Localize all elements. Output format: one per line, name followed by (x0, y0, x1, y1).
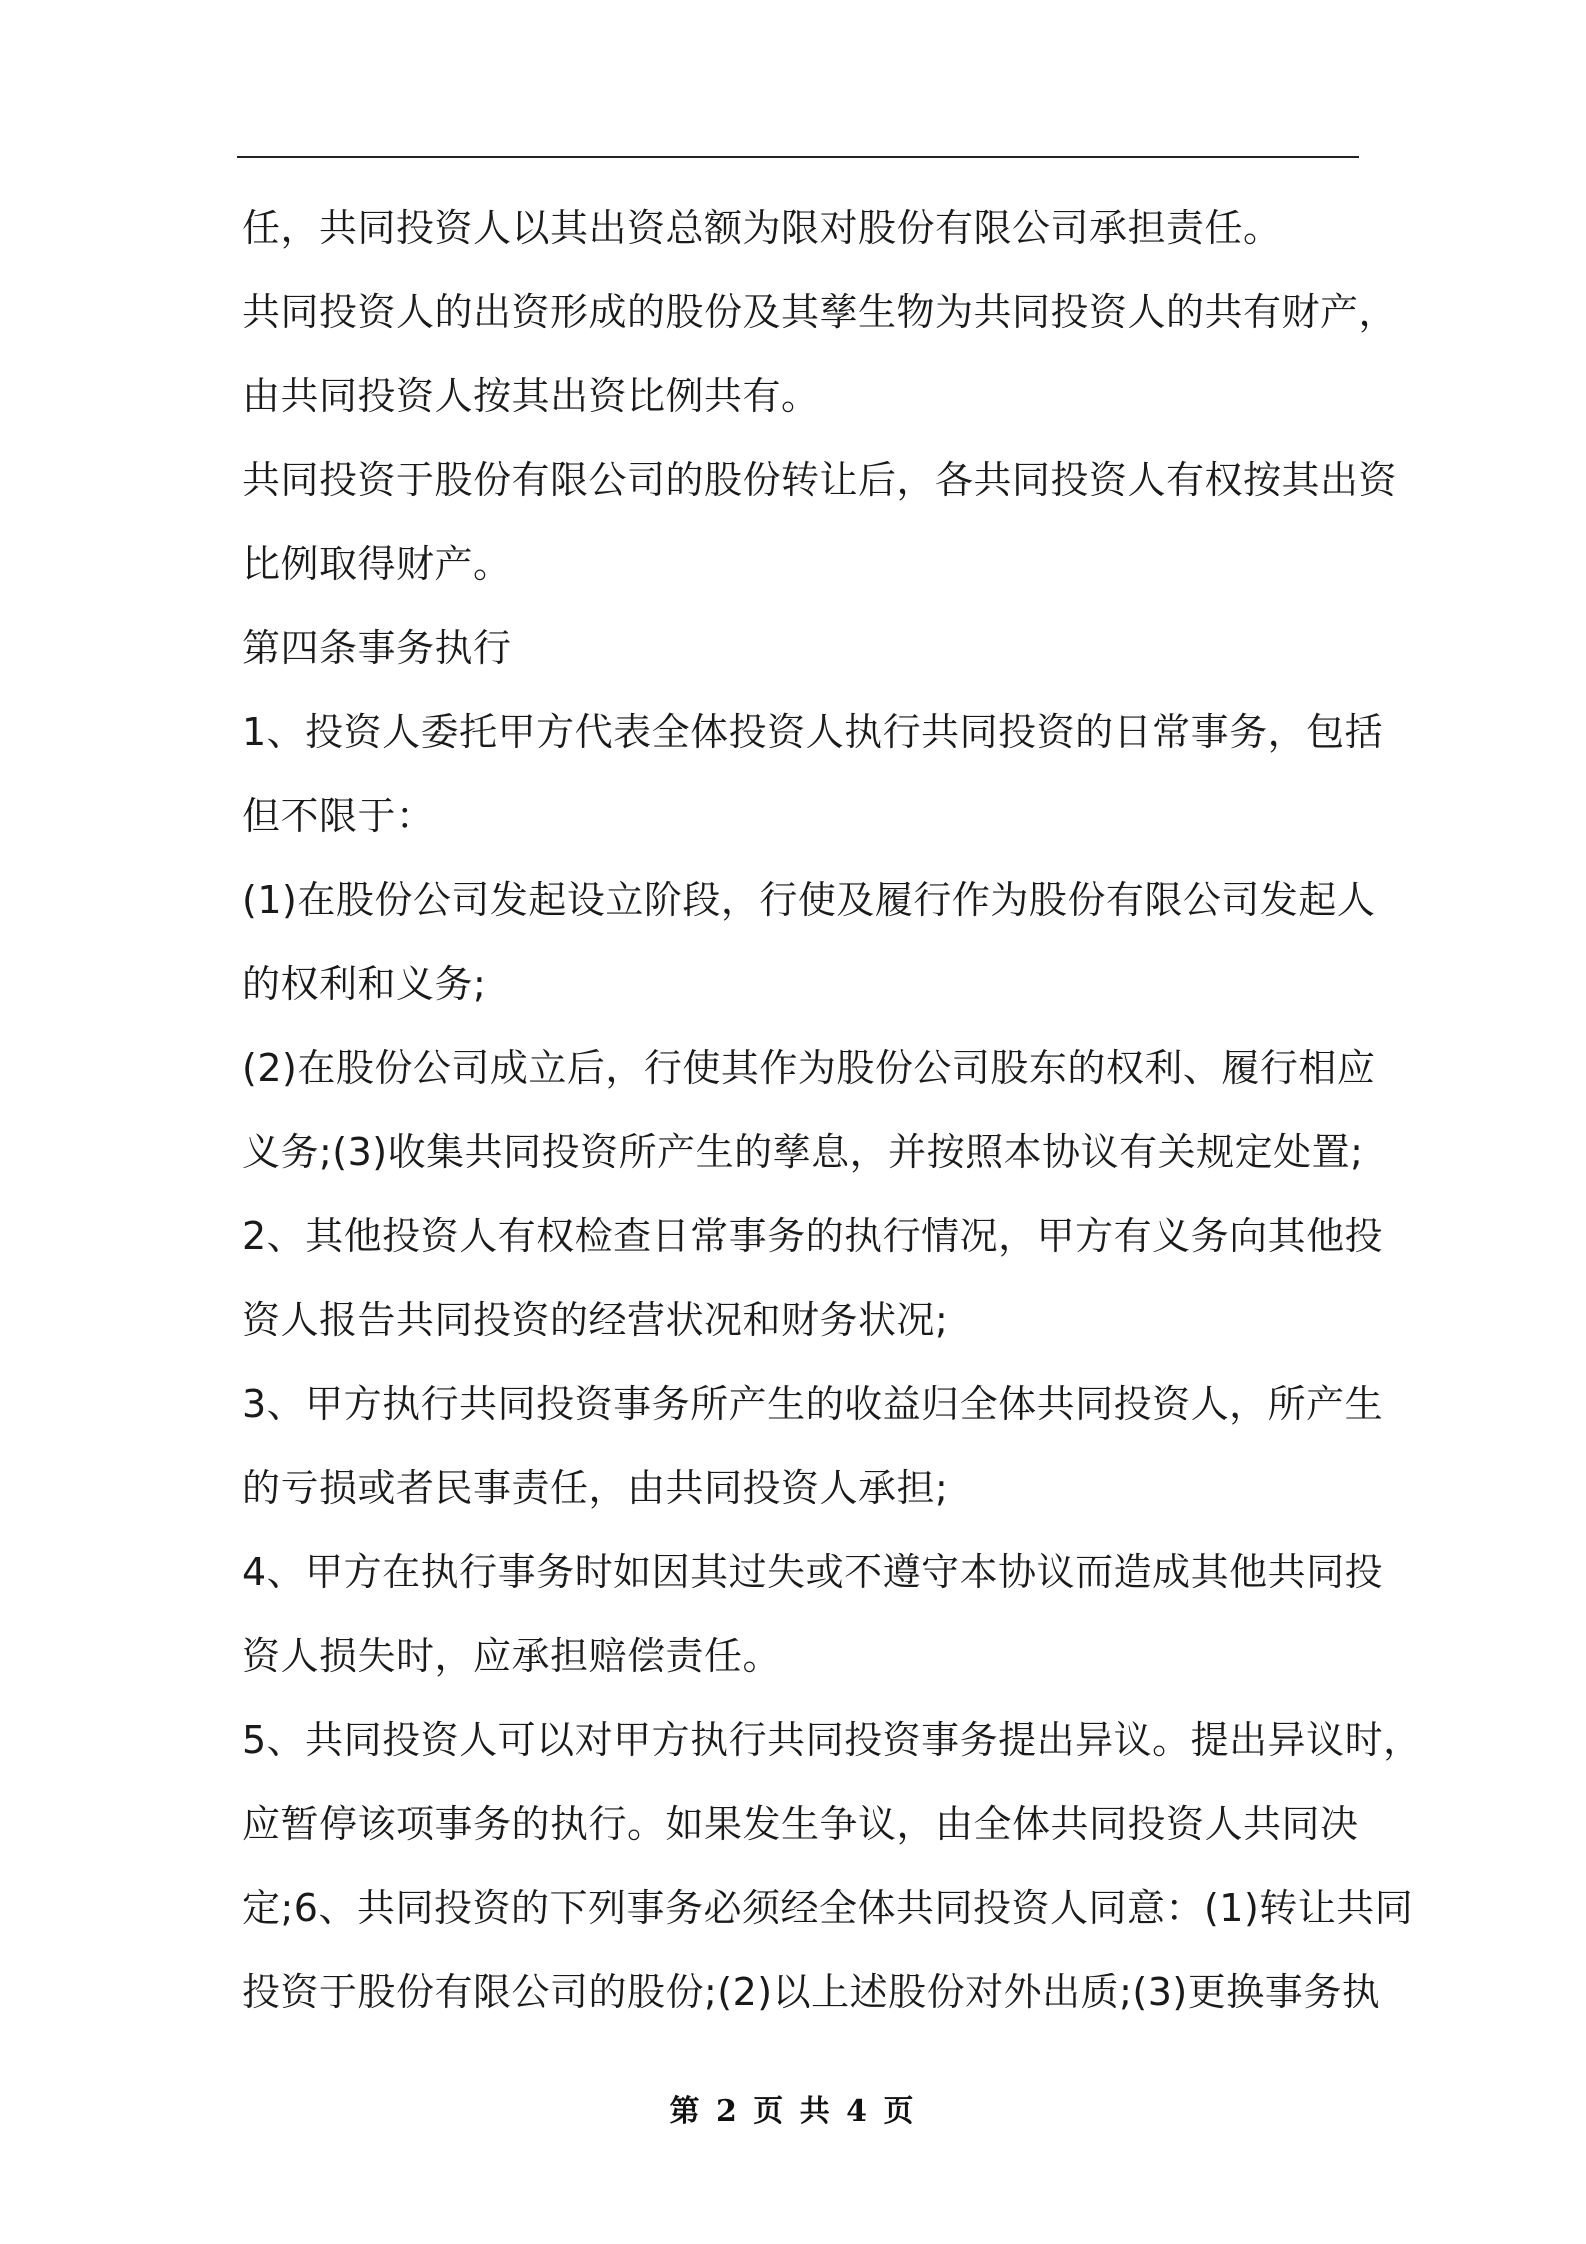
header-rule (237, 156, 1359, 158)
paragraph-line: 比例取得财产。 (242, 542, 512, 586)
paragraph-line: 资人报告共同投资的经营状况和财务状况; (242, 1298, 949, 1342)
paragraph-line: 1、投资人委托甲方代表全体投资人执行共同投资的日常事务，包括 (242, 710, 1384, 754)
paragraph-line: 义务;(3)收集共同投资所产生的孳息，并按照本协议有关规定处置; (242, 1130, 1364, 1174)
paragraph-line: 的亏损或者民事责任，由共同投资人承担; (242, 1466, 949, 1510)
paragraph-line: 的权利和义务; (242, 962, 487, 1006)
document-body (242, 186, 1422, 2034)
paragraph-line: 任，共同投资人以其出资总额为限对股份有限公司承担责任。 (242, 206, 1282, 250)
paragraph-line: 投资于股份有限公司的股份;(2)以上述股份对外出质;(3)更换事务执 (242, 1970, 1381, 2014)
paragraph-line: (1)在股份公司发起设立阶段，行使及履行作为股份有限公司发起人 (242, 878, 1376, 922)
paragraph-line: 5、共同投资人可以对甲方执行共同投资事务提出异议。提出异议时， (242, 1718, 1422, 1762)
paragraph-line: 但不限于： (242, 794, 435, 838)
paragraph-line: 4、甲方在执行事务时如因其过失或不遵守本协议而造成其他共同投 (242, 1550, 1384, 1594)
paragraph-line: 共同投资人的出资形成的股份及其孳生物为共同投资人的共有财产， (242, 290, 1398, 334)
paragraph-line: 2、其他投资人有权检查日常事务的执行情况，甲方有义务向其他投 (242, 1214, 1384, 1258)
page-number-footer: 第 2 页 共 4 页 (669, 2094, 917, 2129)
paragraph-line: 共同投资于股份有限公司的股份转让后，各共同投资人有权按其出资 (242, 458, 1398, 502)
paragraph-line: 定;6、共同投资的下列事务必须经全体共同投资人同意：(1)转让共同 (242, 1886, 1414, 1930)
paragraph-line: 资人损失时，应承担赔偿责任。 (242, 1634, 782, 1678)
section-heading: 第四条事务执行 (242, 626, 512, 670)
paragraph-line: 应暂停该项事务的执行。如果发生争议，由全体共同投资人共同决 (242, 1802, 1359, 1846)
paragraph-line: (2)在股份公司成立后，行使其作为股份公司股东的权利、履行相应 (242, 1046, 1376, 1090)
paragraph-line: 3、甲方执行共同投资事务所产生的收益归全体共同投资人，所产生 (242, 1382, 1384, 1426)
paragraph-line: 由共同投资人按其出资比例共有。 (242, 374, 820, 418)
